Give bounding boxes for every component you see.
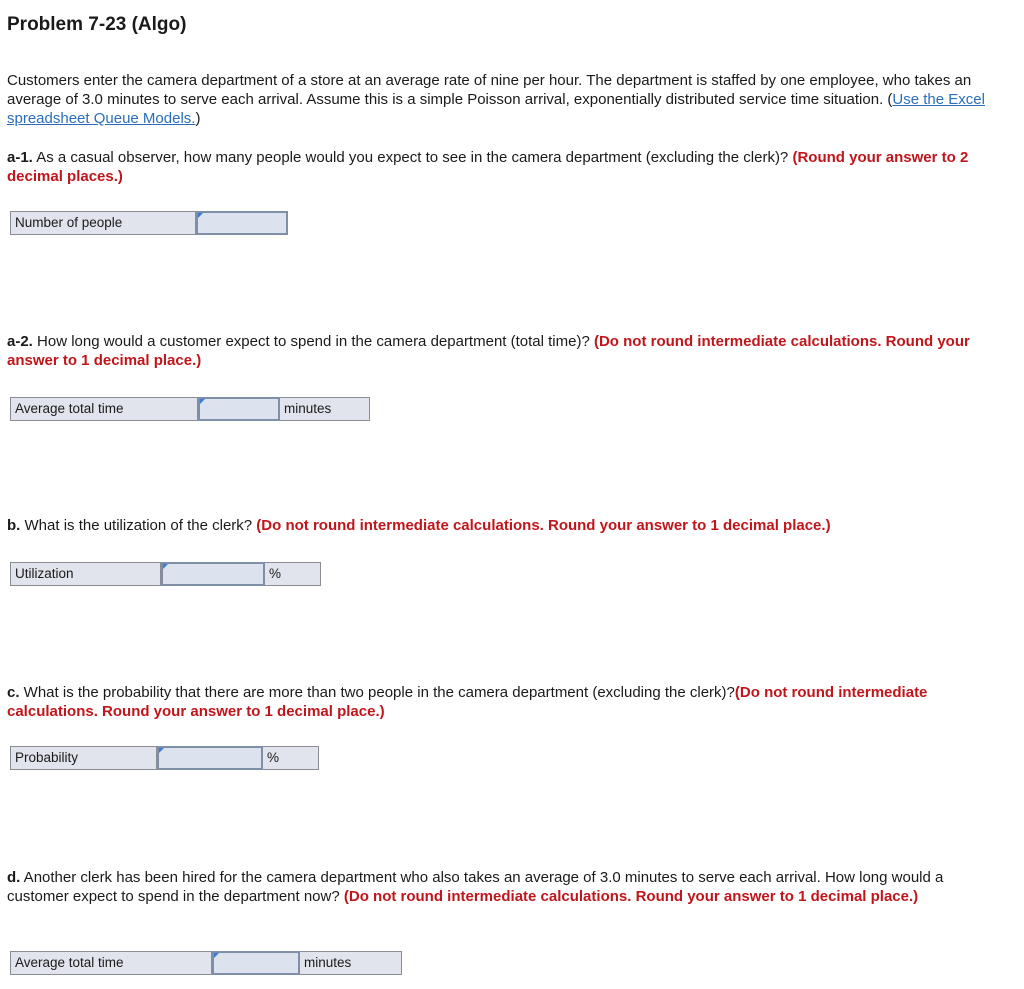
question-instruction: (Round your answer to 2 decimal places.) [7, 149, 969, 185]
question-label: a-2. [7, 333, 33, 350]
problem-intro [7, 71, 1007, 128]
question-instruction: (Do not round intermediate calculations. Round your answer to 1 decimal place.) [7, 684, 928, 720]
queue-models-link[interactable]: Use the Excel spreadsheet Queue Models. [7, 91, 985, 127]
average-total-time-two-clerks-input[interactable] [212, 951, 300, 975]
question-a2 [7, 332, 1007, 370]
field-label: Average total time [10, 951, 212, 975]
probability-input[interactable] [157, 746, 263, 770]
question-d [7, 868, 1007, 906]
answer-row-d [10, 951, 402, 975]
unit-label: % [263, 746, 319, 770]
field-label: Number of people [10, 211, 196, 235]
answer-row-b [10, 562, 321, 586]
input-marker-icon [200, 399, 205, 404]
field-label: Probability [10, 746, 157, 770]
question-text: How long would a customer expect to spend in the camera department (total time)? [32, 333, 594, 350]
question-c [7, 683, 1007, 721]
unit-label: minutes [300, 951, 402, 975]
question-label: a-1. [7, 149, 33, 166]
question-label: b. [7, 517, 21, 534]
question-label: c. [7, 684, 20, 701]
field-label: Utilization [10, 562, 161, 586]
question-text: Another clerk has been hired for the camera department who also takes an average of 3.0 minutes to serve each arrival. How long would a customer expect to spend in the department now? [7, 869, 944, 905]
input-marker-icon [163, 564, 168, 569]
utilization-input[interactable] [161, 562, 265, 586]
intro-close: ) [195, 110, 201, 127]
input-marker-icon [198, 213, 203, 218]
intro-text: Customers enter the camera department of a store at an average rate of nine per hour. The department is staffed by one employee, who takes an average of 3.0 minutes to serve each arrival. Assume this is a simple Poisson arrival, exponentially distributed service time situation. ( [7, 72, 972, 108]
input-marker-icon [159, 748, 164, 753]
question-label: d. [7, 869, 21, 886]
average-total-time-input[interactable] [198, 397, 280, 421]
question-b [7, 516, 1007, 535]
question-instruction: (Do not round intermediate calculations. Round your answer to 1 decimal place.) [343, 888, 919, 905]
answer-row-c [10, 746, 319, 770]
input-marker-icon [214, 953, 219, 958]
answer-row-a1 [10, 211, 288, 235]
question-text: What is the utilization of the clerk? [20, 517, 257, 534]
question-instruction: (Do not round intermediate calculations. Round your answer to 1 decimal place.) [256, 517, 831, 534]
question-text: What is the probability that there are more than two people in the camera department (excluding the clerk)? [19, 684, 735, 701]
number-of-people-input[interactable] [196, 211, 288, 235]
question-a1 [7, 148, 1007, 186]
question-instruction: (Do not round intermediate calculations. Round your answer to 1 decimal place.) [7, 333, 970, 369]
field-label: Average total time [10, 397, 198, 421]
question-text: As a casual observer, how many people would you expect to see in the camera department (excluding the clerk)? [32, 149, 793, 166]
page-title: Problem 7-23 (Algo) [7, 14, 187, 35]
unit-label: minutes [280, 397, 370, 421]
answer-row-a2 [10, 397, 370, 421]
unit-label: % [265, 562, 321, 586]
